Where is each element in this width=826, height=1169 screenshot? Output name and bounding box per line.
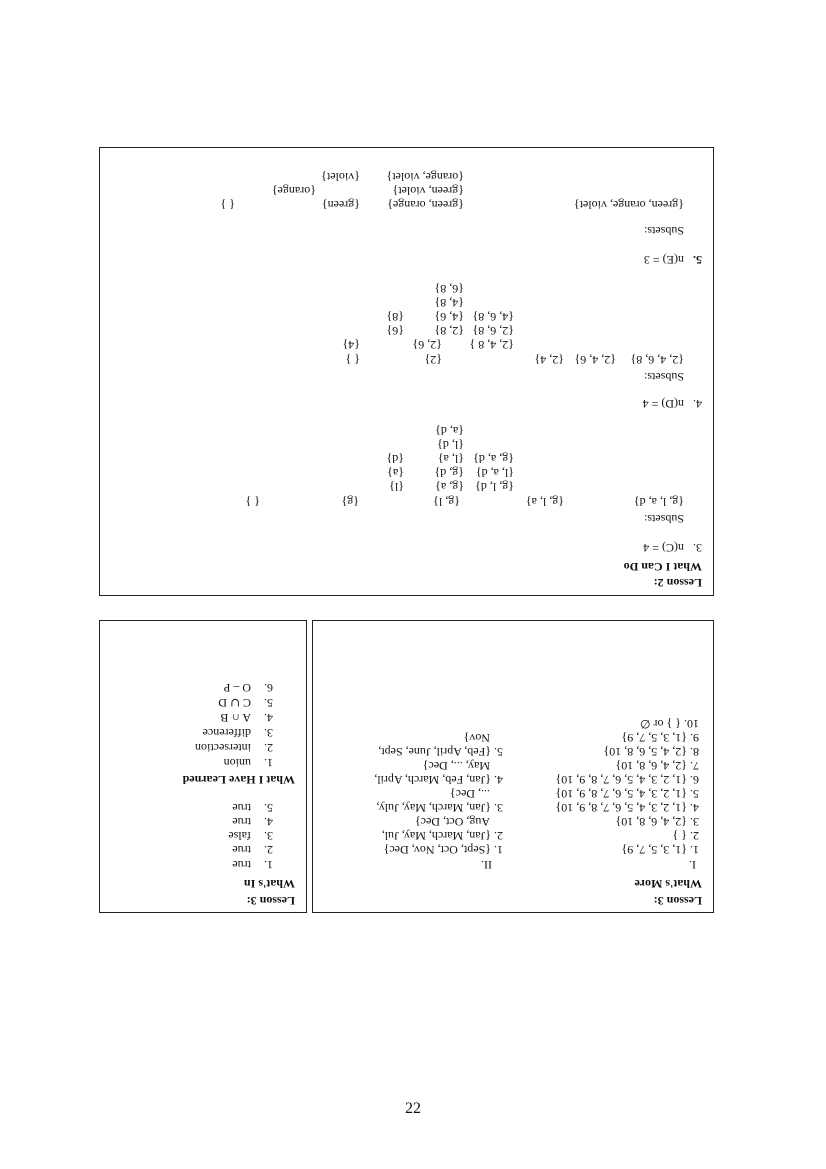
learned-answer: O – P	[223, 681, 251, 695]
learned-num: 5.	[264, 696, 273, 710]
part2-answer: Aug, Oct, Dec}	[414, 815, 490, 829]
item3-subset: {g, l, a, d}	[633, 495, 684, 509]
lesson3-more-title: Lesson 3:	[653, 894, 702, 908]
part1-answer: 6. {1, 2, 3, 4, 5, 6, 7, 8, 9, 10}	[555, 773, 699, 787]
item5-number: 5.	[693, 253, 702, 267]
item4-subset: {2}	[424, 353, 442, 367]
item3-subset: {a}	[387, 466, 404, 480]
whats-in-answer: false	[228, 829, 251, 843]
part1-answer: 7. {2, 4, 6, 8, 10}	[615, 759, 699, 773]
part2-label: II.	[481, 858, 492, 872]
part1-answer: 4. {1, 2, 3, 4, 5, 6, 7, 8, 9, 10}	[555, 801, 699, 815]
part1-answer: 9. {1, 3, 5, 7, 9}	[621, 731, 699, 745]
whats-in-answer: true	[232, 843, 251, 857]
item5-subset: {orange, violet}	[386, 170, 464, 184]
item4-subset: {2, 4}	[534, 353, 564, 367]
item4-subset: {4, 6}	[434, 310, 464, 324]
part2-answer: May, ..., Dec}	[422, 759, 490, 773]
item4-subset: {4}	[342, 338, 360, 352]
whats-in-num: 1.	[264, 858, 273, 872]
learned-num: 3.	[264, 726, 273, 740]
lesson3-more-section: What's More	[634, 877, 702, 891]
learned-num: 2.	[264, 741, 273, 755]
lesson2-section: What I Can Do	[623, 560, 702, 574]
item5-subset: {green, orange, violet}	[573, 198, 684, 212]
item5-subset: { }	[220, 198, 235, 212]
whats-in-answer: true	[232, 801, 251, 815]
lesson3-in-title: Lesson 3:	[246, 894, 295, 908]
page-number: 22	[405, 1100, 421, 1117]
item5-subset: {green, violet}	[392, 184, 464, 198]
learned-answer: C ∪ D	[218, 696, 251, 710]
part1-answer: 10. { } or ∅	[640, 717, 699, 731]
item3-subset: { }	[245, 495, 260, 509]
lesson3-in-section: What's In	[243, 877, 295, 891]
part2-answer: 2. {Jan, March, May, Jul,	[381, 829, 503, 843]
item5-subset: {green, orange}	[387, 198, 464, 212]
item3-subset: {g, a, d}	[473, 452, 514, 466]
learned-num: 1.	[264, 756, 273, 770]
whats-in-num: 4.	[264, 815, 273, 829]
part1-answer: 8. {2, 4, 5, 6, 8, 10}	[603, 745, 699, 759]
item4-subset: { }	[345, 353, 360, 367]
part2-answer: 4. {Jan, Feb, March, April,	[374, 773, 503, 787]
item3-subset: {g}	[341, 495, 359, 509]
item5-n: n(E) = 3	[643, 253, 684, 267]
learned-answer: intersection	[195, 741, 251, 755]
item4-subset: {2, 4, 6}	[574, 353, 616, 367]
item4-subset: {2, 4, 6, 8}	[630, 353, 684, 367]
part2-answer: 1. {Sept, Oct, Nov, Dec}	[383, 843, 503, 857]
lesson3-in-box	[99, 620, 307, 913]
item4-subset: {2, 8}	[434, 324, 464, 338]
learned-num: 6.	[264, 681, 273, 695]
item4-subsets-label: Subsets:	[643, 370, 684, 384]
item3-subset: {g, l}	[433, 495, 460, 509]
learned-answer: A ∩ B	[220, 711, 251, 725]
item3-subset: {l, a}	[437, 452, 464, 466]
learned-answer: union	[223, 756, 251, 770]
item3-subset: {d}	[386, 452, 404, 466]
part2-answer: 5. {Feb, April, June, Sept,	[378, 745, 503, 759]
whats-in-num: 3.	[264, 829, 273, 843]
item3-subset: {a, d}	[435, 424, 464, 438]
item5-subset: {green}	[321, 198, 360, 212]
part1-answer: 5. {1, 2, 3, 4, 5, 6, 7, 8, 9, 10}	[555, 787, 699, 801]
item4-subset: {4, 8}	[434, 296, 464, 310]
whats-in-answer: true	[232, 815, 251, 829]
lesson2-box	[99, 147, 714, 596]
whats-in-num: 2.	[264, 843, 273, 857]
item5-subset: {violet}	[321, 170, 360, 184]
part1-label: I.	[689, 858, 696, 872]
item3-subsets-label: Subsets:	[643, 512, 684, 526]
part1-answer: 3. {2, 4, 6, 8, 10}	[615, 815, 699, 829]
learned-num: 4.	[264, 711, 273, 725]
part1-answer: 2. { }	[672, 829, 699, 843]
item3-subset: {g, l, d}	[475, 480, 514, 494]
item4-subset: {2, 6}	[412, 338, 442, 352]
item3-subset: {l, d}	[437, 438, 464, 452]
item3-number: 3.	[693, 541, 702, 555]
item4-subset: {4, 6, 8}	[472, 310, 514, 324]
item5-subsets-label: Subsets:	[643, 224, 684, 238]
item5-subset: {orange}	[271, 184, 316, 198]
item3-subset: {g, d}	[434, 466, 464, 480]
item3-subset: {l}	[389, 480, 404, 494]
part2-answer: ..., Dec}	[449, 787, 490, 801]
part2-answer: 3. {Jan, March, May, July,	[376, 801, 503, 815]
item3-subset: {g, l, a}	[525, 495, 564, 509]
item4-subset: {6}	[386, 324, 404, 338]
whats-in-answer: true	[232, 858, 251, 872]
part2-answer: Nov}	[463, 731, 490, 745]
whats-in-num: 5.	[264, 801, 273, 815]
learned-answer: difference	[202, 726, 251, 740]
item4-subset: {2, 4, 8 }	[469, 338, 514, 352]
item4-number: 4.	[693, 397, 702, 411]
learned-title: What I Have Learned	[182, 773, 295, 787]
item3-n: n(C) = 4	[643, 541, 684, 555]
item3-subset: {l, a, d}	[475, 466, 514, 480]
part1-answer: 1. {1, 3, 5, 7, 9}	[621, 843, 699, 857]
item4-subset: {2, 6, 8}	[472, 324, 514, 338]
lesson2-title: Lesson 2:	[653, 576, 702, 590]
item4-subset: {6, 8}	[434, 282, 464, 296]
item4-n: n(D) = 4	[642, 397, 684, 411]
item4-subset: {8}	[386, 310, 404, 324]
item3-subset: {g, a}	[435, 480, 464, 494]
